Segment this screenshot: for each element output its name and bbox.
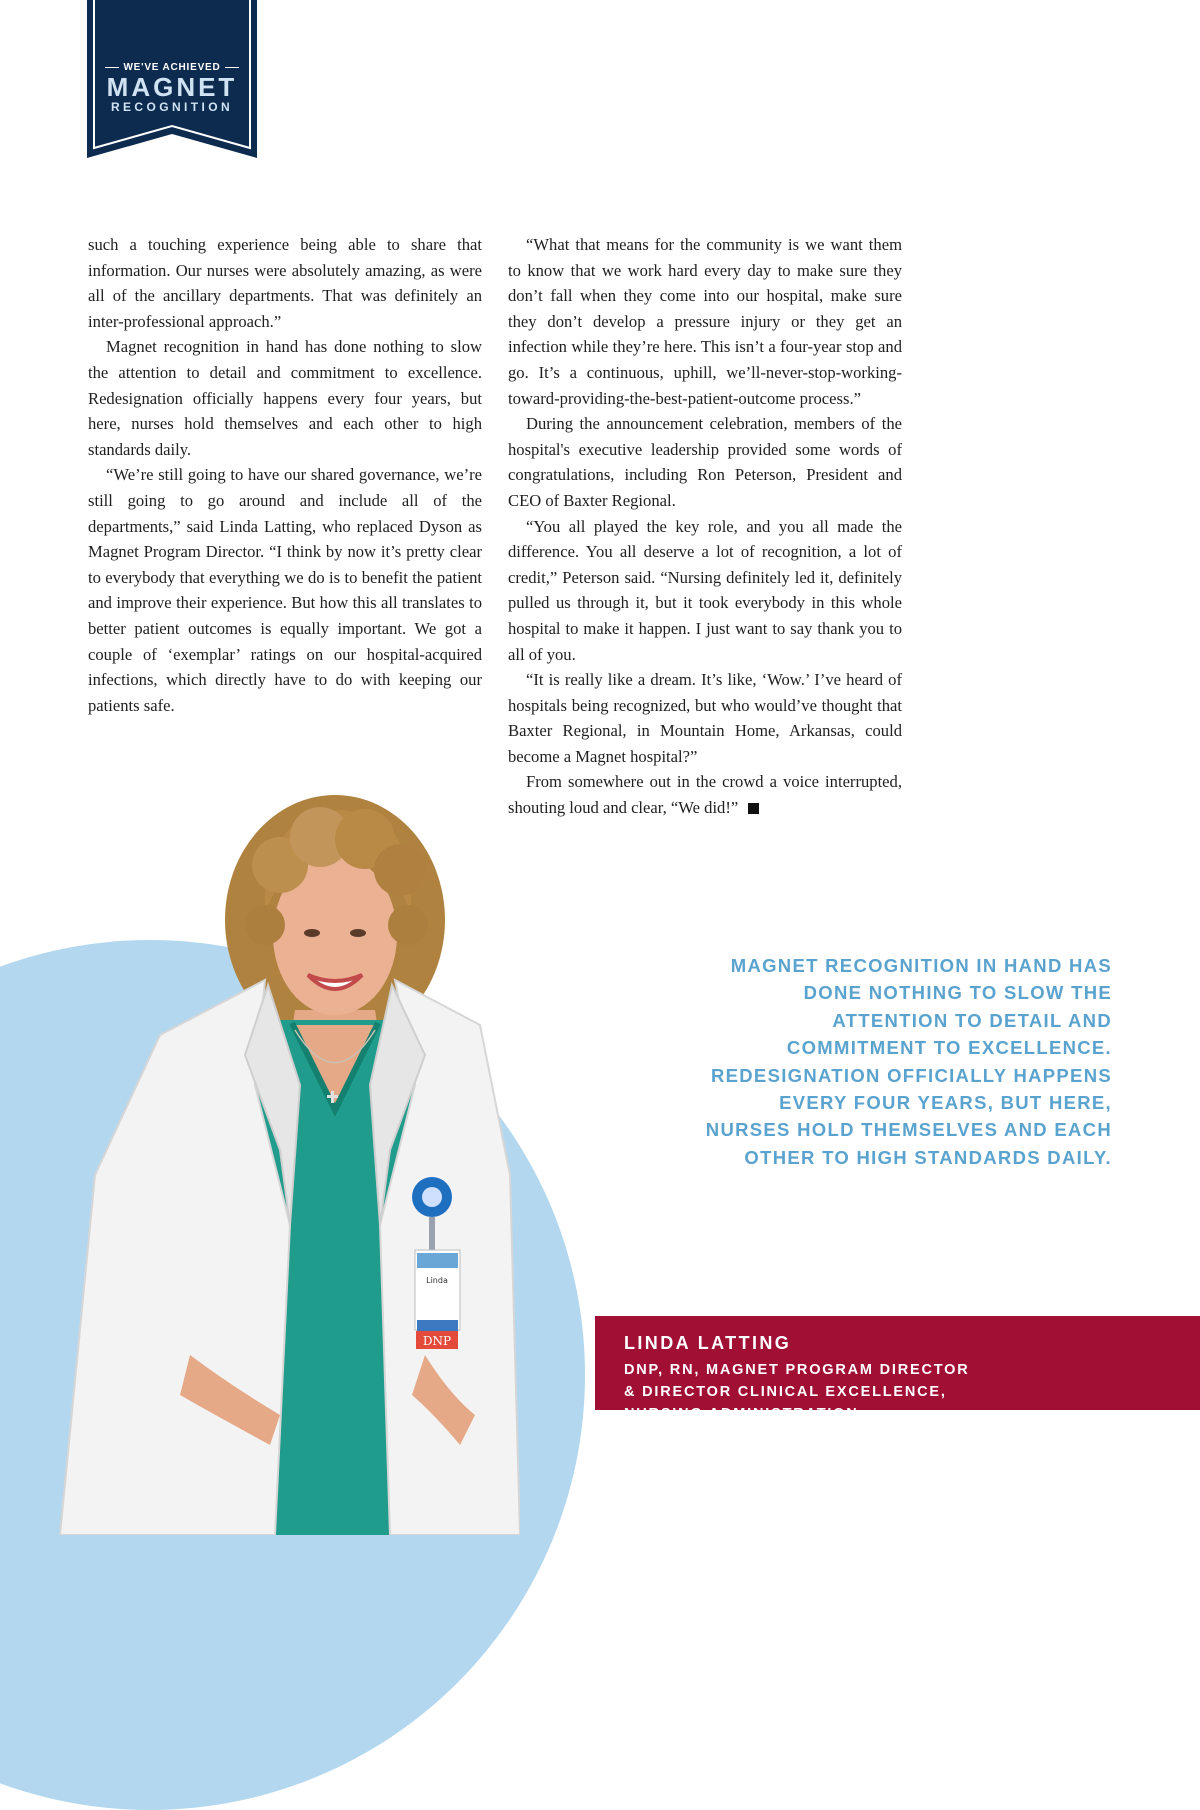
article-column-left (88, 232, 482, 718)
article-column-right (508, 232, 902, 821)
caption-title-line: & DIRECTOR CLINICAL EXCELLENCE, (624, 1384, 947, 1400)
magnet-ribbon-badge (87, 0, 257, 158)
pull-quote: MAGNET RECOGNITION IN HAND HAS DONE NOTHING TO SLOW THE ATTENTION TO DETAIL AND COMMITMENT TO EXCELLENCE. REDESIGNATION OFFICIALLY HAPPENS EVERY FOUR YEARS, BUT HERE, NURSES HOLD THEMSELVES AND EACH OTHER TO HIGH STANDARDS DAILY. (705, 955, 1112, 1168)
article-paragraph: “What that means for the community is we want them to know that we work hard every day to make sure they don’t fall when they come into our hospital, make sure they don’t develop a pressure injury or they get an infection while they’re here. This isn’t a four-year stop and go. It’s a continuous, uphill, we’ll-never-stop-working-toward-providing-the-best-patient-outcome process.” (508, 235, 902, 408)
article-paragraph: During the announcement celebration, members of the hospital's executive leadership provided some words of congratulations, including Ron Peterson, President and CEO of Baxter Regional. (508, 414, 902, 510)
article-paragraph: “You all played the key role, and you all made the difference. You all deserve a lot of recognition, a lot of credit,” Peterson said. “Nursing definitely led it, definitely pulled us through it, but it took everybody in this whole hospital to make it happen. I just want to say thank you to all of you. (508, 516, 902, 664)
caption-title-line: DNP, RN, MAGNET PROGRAM DIRECTOR (624, 1362, 970, 1378)
article-paragraph: “It is really like a dream. It’s like, ‘Wow.’ I’ve heard of hospitals being recognized, but who would’ve thought that Baxter Regional, in Mountain Home, Arkansas, could become a Magnet hospital?” (508, 670, 902, 766)
article-paragraph: such a touching experience being able to share that information. Our nurses were absolutely amazing, as were all of the ancillary departments. That was definitely an inter-professional approach.” (88, 235, 482, 331)
id-badge-credential: DNP (422, 1334, 452, 1348)
portrait-photo (40, 755, 520, 1535)
caption-title (624, 1359, 969, 1425)
article-paragraph: “We’re still going to have our shared governance, we’re still going to go around and include all of the departments,” said Linda Latting, who replaced Dyson as Magnet Program Director. “I think by now it’s pretty clear to everybody that everything we do is to benefit the patient and improve their experience. But how this all translates to better patient outcomes is equally important. We got a couple of ‘exemplar’ ratings on our hospital-acquired infections, which directly have to do with keeping our patients safe. (88, 465, 482, 715)
badge-line-3: RECOGNITION (110, 100, 234, 114)
caption-title-line: NURSING ADMINISTRATION (624, 1406, 859, 1422)
id-badge-name: Linda (426, 1276, 448, 1285)
caption-name: LINDA LATTING (624, 1333, 792, 1353)
badge-line-2: MAGNET (106, 72, 238, 102)
article-final-text: From somewhere out in the crowd a voice interrupted, shouting loud and clear, “We did!” (508, 772, 902, 818)
photo-caption (595, 1316, 1200, 1422)
article-paragraph: Magnet recognition in hand has done nothing to slow the attention to detail and commitment to excellence. Redesignation officially happens every four years, but here, nurses hold themselves and each other to high standards daily. (88, 337, 482, 459)
end-mark-icon (748, 803, 759, 814)
badge-line-1: WE'VE ACHIEVED (87, 62, 257, 73)
article-paragraph-last (508, 769, 902, 820)
